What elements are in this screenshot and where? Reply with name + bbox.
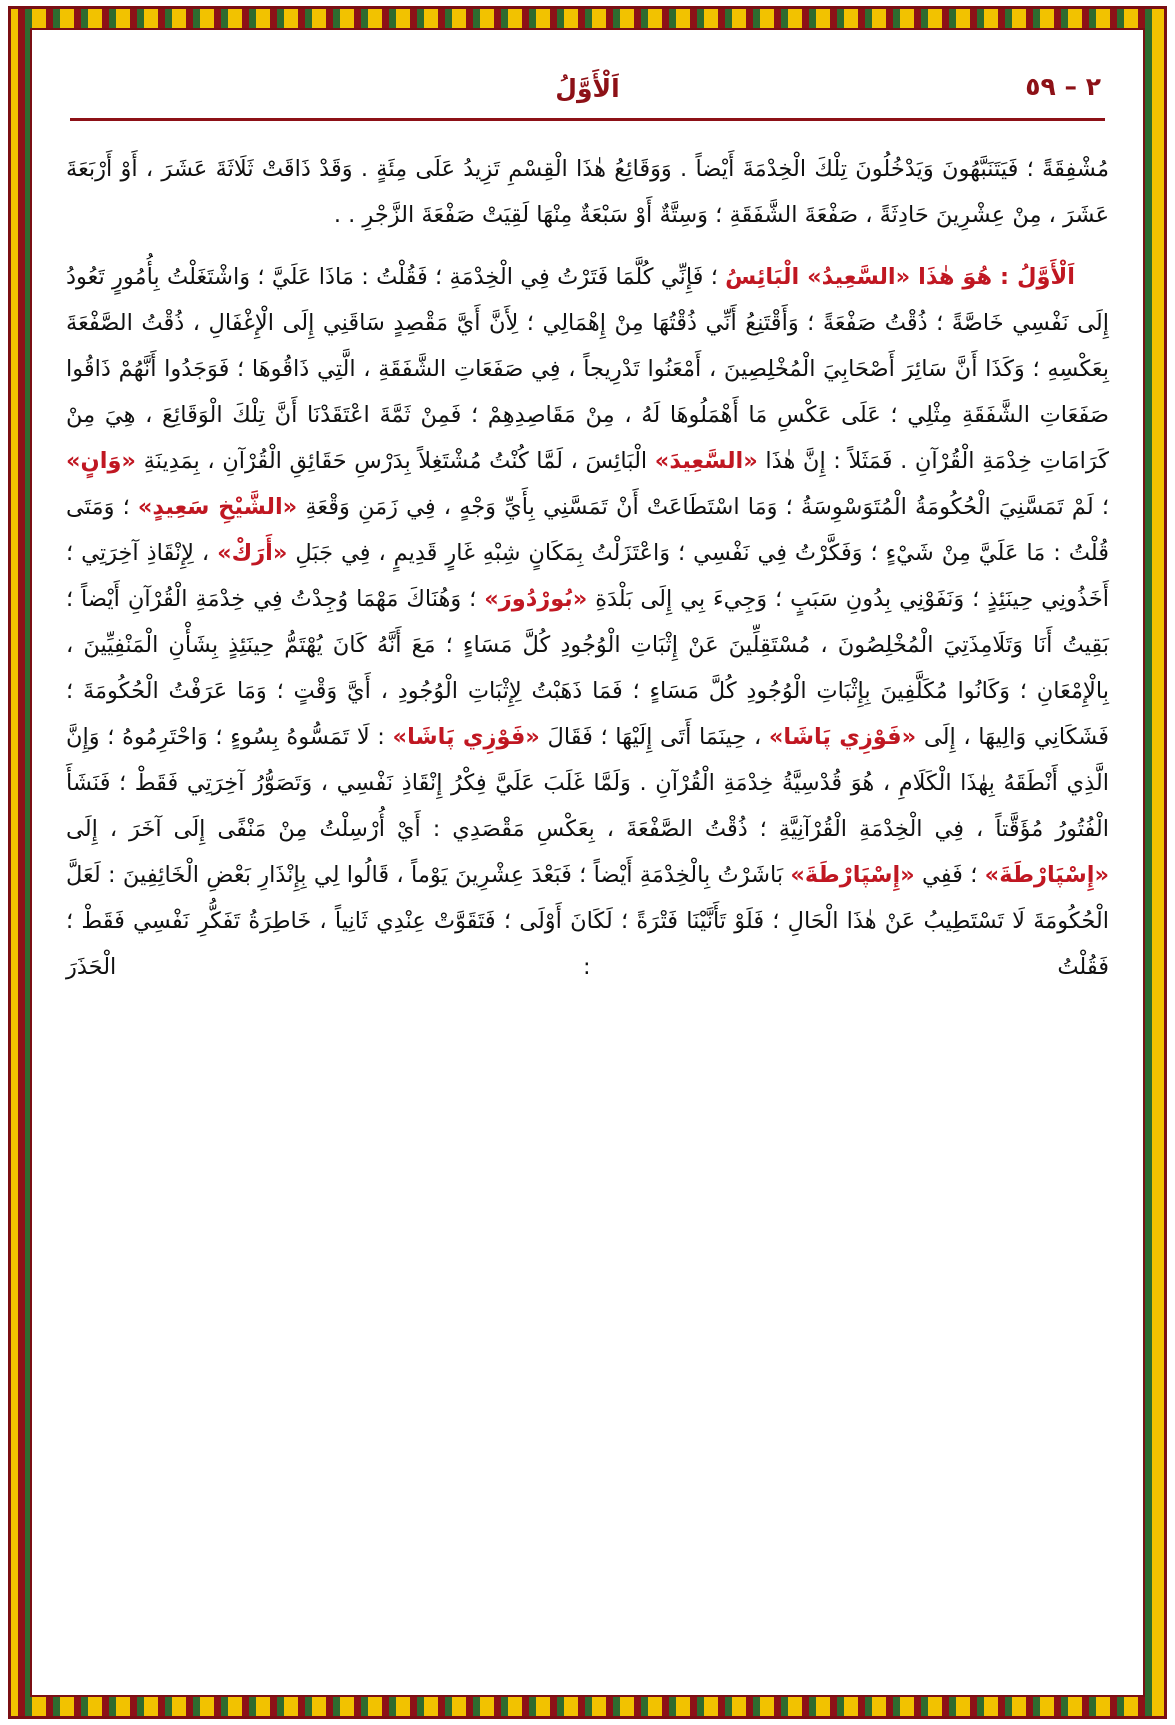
highlighted-phrase: «الشَّيْخِ سَعِيدٍ» xyxy=(137,494,298,520)
body-text-run: ؛ وَمَتَى قُلْتُ : مَا عَلَيَّ مِنْ شَيْءٍ ؛ وَفَكَّرْتُ فِي نَفْسِي ؛ وَاعْتَزَلْتُ بِمَكَانٍ شِبْهِ غَارٍ قَدِيمٍ ، فِي جَبَلِ xyxy=(66,494,1109,566)
highlighted-phrase: «وَانٍ» xyxy=(66,448,136,474)
body-text-run: ، حِينَمَا أَتَى إِلَيْهَا ؛ فَقَالَ xyxy=(539,724,769,750)
document-body xyxy=(66,146,1109,990)
body-text-run: بَاشَرْتُ بِالْخِدْمَةِ أَيْضاً ؛ فَبَعْدَ عِشْرِينَ يَوْماً ، قَالُوا لِي بِإِنْذَارِ بَعْضِ الْخَائِفِينَ : لَعَلَّ الْحُكُومَةَ لَا تَسْتَطِيبُ عَنْ هٰذَا الْحَالِ ؛ فَلَوْ تَأَنَّيْنَا فَتْرَةً ؛ لَكَانَ أَوْلَى ؛ فَتَقَوَّتْ عِنْدِي ثَانِياً ، خَاطِرَةُ تَفَكُّرِ نَفْسِي فَقَطْ ؛ فَقُلْتُ : الْحَذَرَ xyxy=(66,862,1109,980)
highlighted-phrase: «بُورْدُورَ» xyxy=(484,586,588,612)
body-text-run: الْبَائِسَ ، لَمَّا كُنْتُ مُشْتَغِلاً بِدَرْسِ حَقَائِقِ الْقُرْآنِ ، بِمَدِينَةِ xyxy=(135,448,655,474)
highlighted-phrase: «فَوْزِي پَاشَا» xyxy=(768,724,917,750)
highlighted-phrase: «السَّعِيدَ» xyxy=(654,448,758,474)
highlighted-phrase: «أَرَكْ» xyxy=(217,540,288,566)
paragraph-1: مُشْفِقَةً ؛ فَيَتَنَبَّهُونَ وَيَدْخُلُونَ تِلْكَ الْخِدْمَةَ أَيْضاً . وَوَقَائِعُ هٰذَا الْقِسْمِ تَزِيدُ عَلَى مِئَةٍ . وَقَدْ ذَاقَتْ ثَلَاثَةَ عَشَرَ ، أَوْ أَرْبَعَةَ عَشَرَ ، مِنْ عِشْرِينَ حَادِثَةً ، صَفْعَةَ الشَّفَقَةِ ؛ وَسِتَّةٌ أَوْ سَبْعَةٌ مِنْهَا لَقِيَتْ صَفْعَةَ الزَّجْرِ . . xyxy=(66,156,1109,228)
body-text-run: ، لِإِنْقَاذِ آخِرَتِي ؛ أَخَذُونِي حِينَئِذٍ ؛ وَنَفَوْنِي بِدُونِ سَبَبٍ ؛ وَجِيءَ بِي إِلَى بَلْدَةِ xyxy=(66,540,1109,612)
highlighted-phrase: «إِسْپَارْطَةَ» xyxy=(790,862,915,888)
body-text-run: : لَا تَمَسُّوهُ بِسُوءٍ ؛ وَاحْتَرِمُوهُ ؛ وَإِنَّ الَّذِي أَنْطَقَهُ بِهٰذَا الْكَلَامِ ، هُوَ قُدْسِيَّةُ خِدْمَةِ الْقُرْآنِ . وَلَمَّا غَلَبَ عَلَيَّ فِكْرُ إِنْقَاذِ نَفْسِي ، وَتَصَوُّرُ آخِرَتِي فَقَطْ ؛ فَنَشَأَ الْفُتُورُ مُؤَقَّتاً ، فِي الْخِدْمَةِ الْقُرْآنِيَّةِ ؛ ذُقْتُ الصَّفْعَةَ ، بِعَكْسِ مَقْصَدِي : أَيْ أُرْسِلْتُ مِنْ مَنْفًى إِلَى آخَرَ ، إِلَى xyxy=(66,724,1109,842)
body-text-run: ؛ فَإِنِّي كُلَّمَا فَتَرْتُ فِي الْخِدْمَةِ ؛ فَقُلْتُ : مَاذَا عَلَيَّ ؛ وَاشْتَغَلْتُ بِأُمُورٍ تَعُودُ إِلَى نَفْسِي خَاصَّةً ؛ ذُقْتُ صَفْعَةً ؛ وَأَقْتَنِعُ أَنِّي ذُقْتُهَا مِنْ إِهْمَالِي ؛ لِأَنَّ أَيَّ مَقْصِدٍ سَاقَنِي إِلَى الْإِغْفَالِ ، ذُقْتُ الصَّفْعَةَ بِعَكْسِهِ ؛ وَكَذَا أَنَّ سَائِرَ أَصْحَابِيَ الْمُخْلِصِينَ ، أَمْعَنُوا تَدْرِيجاً ، فِي صَفَعَاتِ الشَّفَقَةِ ، الَّتِي ذَاقُوهَا ؛ فَوَجَدُوا أَنَّهُمْ ذَاقُوا صَفَعَاتِ الشَّفَقَةِ مِثْلِي ؛ عَلَى عَكْسِ مَا أَهْمَلُوهَا لَهُ ، مِنْ مَقَاصِدِهِمْ ؛ فَمِنْ ثَمَّةَ اعْتَقَدْنَا أَنَّ تِلْكَ الْوَقَائِعَ ، هِيَ مِنْ كَرَامَاتِ خِدْمَةِ الْقُرْآنِ . فَمَثَلاً : إِنَّ هٰذَا xyxy=(66,264,1109,474)
paragraph-2-segments xyxy=(66,264,1109,980)
highlighted-phrase: «إِسْپَارْطَةَ» xyxy=(984,862,1109,888)
highlighted-phrase: «فَوْزِي پَاشَا» xyxy=(392,724,540,750)
page-number: ٢ – ٥٩ xyxy=(1025,72,1101,101)
body-text-run: ؛ لَمْ تَمَسَّنِيَ الْحُكُومَةُ الْمُتَوَسْوِسَةُ ؛ وَمَا اسْتَطَاعَتْ أَنْ تَمَسَّنِي بِأَيِّ وَجْهٍ ، فِي زَمَنِ وَقْعَةِ xyxy=(297,494,1110,520)
page-title: اَلْأَوَّلُ xyxy=(555,74,620,103)
body-text-run: ؛ وَهُنَاكَ مَهْمَا وُجِدْتُ فِي خِدْمَةِ الْقُرْآنِ أَيْضاً ؛ بَقِيتُ أَنَا وَتَلَامِذَتِيَ الْمُخْلِصُونَ ، مُسْتَقِلِّينَ عَنْ إِثْبَاتِ الْوُجُودِ كُلَّ مَسَاءٍ ؛ مَعَ أَنَّهُ كَانَ يُهْتَمُّ حِينَئِذٍ بِشَأْنِ الْمَنْفِيِّينَ ، بِالْإِمْعَانِ ؛ وَكَانُوا مُكَلَّفِينَ بِإِثْبَاتِ الْوُجُودِ كُلَّ مَسَاءٍ ؛ فَمَا ذَهَبْتُ لِإِثْبَاتِ الْوُجُودِ ، أَيَّ وَقْتٍ ؛ وَمَا عَرَفْتُ الْحُكُومَةَ ؛ فَشَكَانِي وَالِيهَا ، إِلَى xyxy=(66,586,1110,750)
paragraph-2 xyxy=(66,254,1109,990)
page-content xyxy=(46,44,1129,1681)
highlighted-phrase: اَلْأَوَّلُ : هُوَ هٰذَا «السَّعِيدُ» الْبَائِسُ xyxy=(725,264,1075,290)
header-divider xyxy=(70,118,1105,121)
page-header xyxy=(66,68,1109,124)
body-text-run: ؛ فَفِي xyxy=(914,862,985,888)
